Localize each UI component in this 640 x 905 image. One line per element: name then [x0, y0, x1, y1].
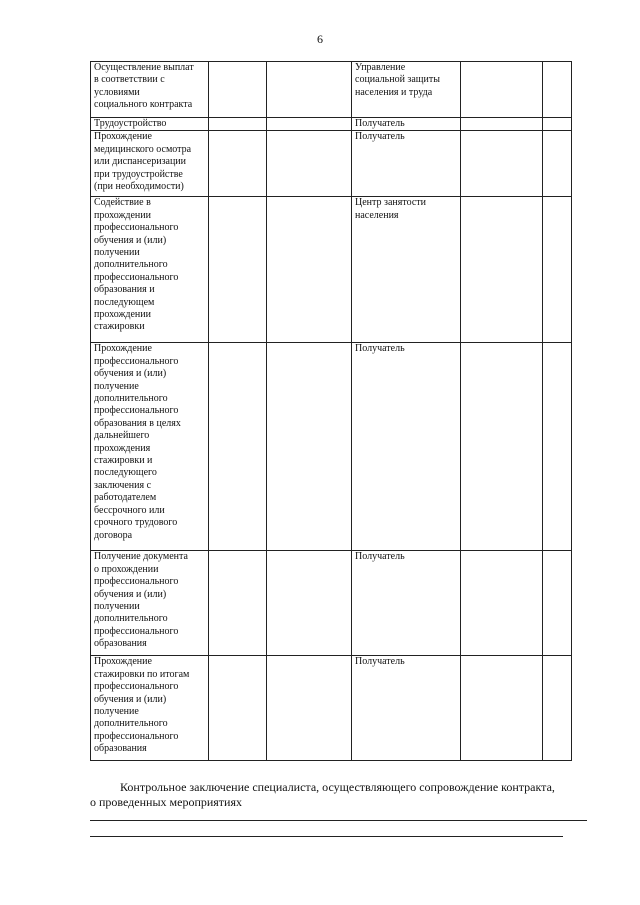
page-number: 6 — [317, 32, 323, 46]
empty-cell — [461, 118, 543, 131]
empty-cell — [267, 131, 352, 197]
empty-cell — [267, 551, 352, 656]
empty-cell — [543, 197, 572, 343]
empty-cell — [543, 118, 572, 131]
empty-cell — [267, 197, 352, 343]
table-row — [91, 551, 572, 656]
responsible-cell: Получатель — [352, 131, 461, 197]
empty-cell — [461, 551, 543, 656]
fill-in-line — [90, 820, 587, 821]
responsible-cell: Центр занятости населения — [352, 197, 461, 343]
conclusion-line-2: о проведенных мероприятиях — [90, 795, 242, 809]
activity-table — [90, 61, 572, 761]
empty-cell — [543, 551, 572, 656]
activity-cell: Трудоустройство — [91, 118, 209, 131]
empty-cell — [209, 656, 267, 761]
table-row — [91, 131, 572, 197]
empty-cell — [209, 62, 267, 118]
activity-cell: Прохождение медицинского осмотра или диспансеризации при трудоустройстве (при необходимости) — [91, 131, 209, 197]
empty-cell — [461, 656, 543, 761]
table-row — [91, 62, 572, 118]
empty-cell — [543, 62, 572, 118]
conclusion-line-1: Контрольное заключение специалиста, осуществляющего сопровождение контракта, — [120, 780, 555, 794]
table-row — [91, 343, 572, 551]
table-row — [91, 656, 572, 761]
responsible-cell: Управление социальной защиты населения и труда — [352, 62, 461, 118]
activity-cell: Осуществление выплат в соответствии с условиями социального контракта — [91, 62, 209, 118]
empty-cell — [543, 656, 572, 761]
empty-cell — [267, 343, 352, 551]
conclusion-block — [90, 780, 595, 810]
responsible-cell: Получатель — [352, 656, 461, 761]
table-row — [91, 118, 572, 131]
empty-cell — [461, 197, 543, 343]
activity-cell: Прохождение стажировки по итогам профессионального обучения и (или) получение дополнительного профессионального образования — [91, 656, 209, 761]
empty-cell — [267, 118, 352, 131]
empty-cell — [543, 131, 572, 197]
empty-cell — [209, 551, 267, 656]
empty-cell — [461, 343, 543, 551]
activity-cell: Получение документа о прохождении профессионального обучения и (или) получении дополнительного профессионального образования — [91, 551, 209, 656]
activity-cell: Содействие в прохождении профессионального обучения и (или) получении дополнительного профессионального образования и последующем прохождении стажировки — [91, 197, 209, 343]
responsible-cell: Получатель — [352, 551, 461, 656]
empty-cell — [209, 197, 267, 343]
empty-cell — [209, 131, 267, 197]
empty-cell — [209, 343, 267, 551]
empty-cell — [267, 656, 352, 761]
fill-in-line — [90, 836, 563, 837]
activity-cell: Прохождение профессионального обучения и (или) получение дополнительного профессионального образования в целях дальнейшего прохождения стажировки и последующего заключения с работодателем бессрочного или срочного трудового договора — [91, 343, 209, 551]
responsible-cell: Получатель — [352, 118, 461, 131]
responsible-cell: Получатель — [352, 343, 461, 551]
empty-cell — [267, 62, 352, 118]
empty-cell — [209, 118, 267, 131]
empty-cell — [461, 62, 543, 118]
empty-cell — [543, 343, 572, 551]
empty-cell — [461, 131, 543, 197]
table-row — [91, 197, 572, 343]
